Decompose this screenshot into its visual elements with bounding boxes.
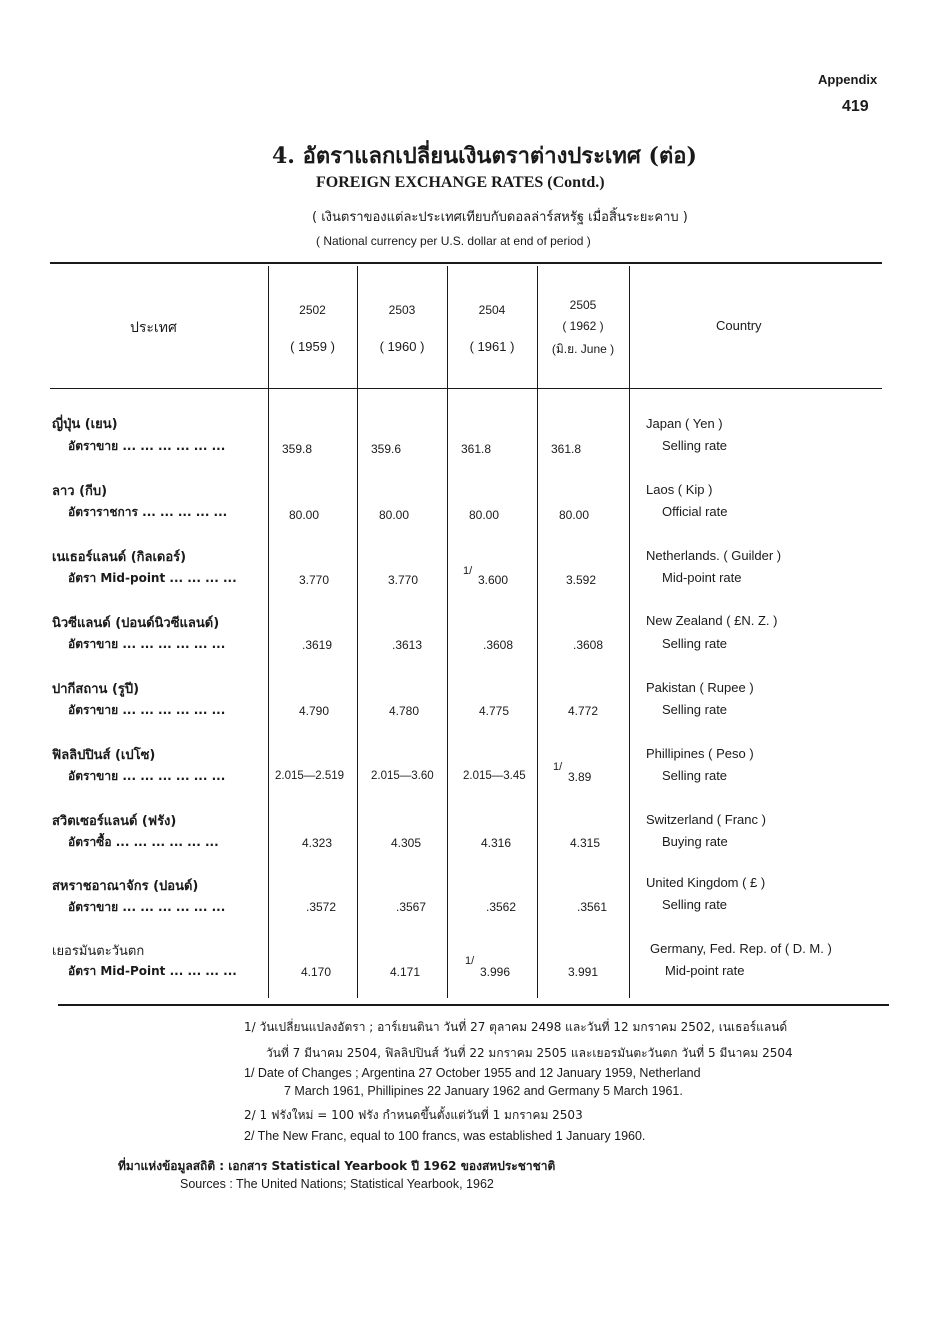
col-divider-2 xyxy=(357,266,358,998)
table-cell: .3613 xyxy=(392,638,423,652)
header-year-month: (มิ.ย. June ) xyxy=(551,342,615,356)
row-country-english: Germany, Fed. Rep. of ( D. M. ) xyxy=(650,941,832,956)
col-divider-1 xyxy=(268,266,269,998)
row-rate-thai: อัตรา Mid-point ... ... ... ... xyxy=(68,571,237,585)
table-cell: .3561 xyxy=(577,900,608,914)
footnote-mark-text: 1/ xyxy=(463,565,473,577)
table-cell: .3608 xyxy=(483,638,514,652)
source-english: Sources : The United Nations; Statistical Yearbook, 1962 xyxy=(180,1177,494,1191)
col-divider-5 xyxy=(629,266,630,998)
row-rate-english: Selling rate xyxy=(662,768,728,783)
row-country-english: Japan ( Yen ) xyxy=(646,416,723,431)
footnote-mark xyxy=(463,562,472,577)
col-divider-3 xyxy=(447,266,448,998)
row-country-thai: เนเธอร์แลนด์ (กิลเดอร์) xyxy=(52,550,187,565)
table-cell: .3567 xyxy=(396,900,427,914)
row-country-english: Pakistan ( Rupee ) xyxy=(646,680,754,695)
row-country-english: Laos ( Kip ) xyxy=(646,482,713,497)
table-bottom-rule xyxy=(58,1004,889,1006)
table-cell: 4.316 xyxy=(481,836,512,850)
header-year-ce: ( 1962 ) xyxy=(562,319,604,333)
footnote-mark xyxy=(553,759,562,773)
row-country-thai: ฟิลลิปปินส์ (เปโซ) xyxy=(52,748,156,763)
row-country-thai: ปากีสถาน (รูปี) xyxy=(52,682,140,697)
row-country-thai: เยอรมันตะวันตก xyxy=(52,944,145,959)
row-rate-thai: อัตราซื้อ ... ... ... ... ... ... xyxy=(68,835,219,849)
row-rate-english: Selling rate xyxy=(662,438,728,453)
table-cell: 3.600 xyxy=(478,573,509,587)
row-rate-english: Selling rate xyxy=(662,897,728,912)
table-cell: 4.171 xyxy=(390,965,421,979)
table-cell: 4.772 xyxy=(568,704,599,718)
row-country-thai: สวิตเซอร์แลนด์ (ฟรัง) xyxy=(52,814,177,829)
table-cell: 3.770 xyxy=(299,573,330,587)
header-year-ce: ( 1961 ) xyxy=(469,339,515,354)
table-cell: 2.015—3.60 xyxy=(371,770,434,782)
row-rate-english: Selling rate xyxy=(662,636,728,651)
row-rate-thai: อัตราขาย ... ... ... ... ... ... xyxy=(68,637,226,651)
header-year-be: 2504 xyxy=(478,303,506,317)
table-cell: 4.305 xyxy=(391,836,422,850)
table-cell: 4.323 xyxy=(302,836,333,850)
subtitle-english: ( National currency per U.S. dollar at end of period ) xyxy=(316,234,591,248)
table-cell: .3562 xyxy=(486,900,517,914)
table-cell: 80.00 xyxy=(379,508,410,522)
table-cell: 3.89 xyxy=(568,770,592,784)
subtitle-thai: ( เงินตราของแต่ละประเทศเทียบกับดอลล่าร์สหรัฐ เมื่อสิ้นระยะคาบ ) xyxy=(312,210,688,225)
footnote-2-thai: 2/ 1 ฟรังใหม่ = 100 ฟรัง กำหนดขึ้นตั้งแต่วันที่ 1 มกราคม 2503 xyxy=(244,1108,583,1122)
row-rate-english: Mid-point rate xyxy=(665,963,745,978)
row-country-thai: ญี่ปุ่น (เยน) xyxy=(52,417,118,432)
header-bottom-rule xyxy=(50,388,882,389)
header-year-ce: ( 1960 ) xyxy=(379,339,425,354)
row-rate-thai: อัตราขาย ... ... ... ... ... ... xyxy=(68,900,226,914)
table-top-rule xyxy=(50,262,882,264)
header-year-ce: ( 1959 ) xyxy=(290,339,335,354)
table-cell: 4.775 xyxy=(479,704,510,718)
table-cell: 3.996 xyxy=(480,965,511,979)
footnote-mark xyxy=(465,953,474,967)
row-country-english: United Kingdom ( £ ) xyxy=(646,875,766,890)
row-rate-thai: อัตราราชการ ... ... ... ... ... xyxy=(68,505,228,519)
row-country-english: Netherlands. ( Guilder ) xyxy=(646,548,782,563)
table-cell: 2.015—2.519 xyxy=(275,770,345,782)
row-country-thai: นิวซีแลนด์ (ปอนด์นิวซีแลนด์) xyxy=(52,616,220,631)
row-rate-english: Mid-point rate xyxy=(662,570,742,585)
table-cell: 80.00 xyxy=(469,508,500,522)
footnote-1-english-line2: 7 March 1961, Phillipines 22 January 1962 and Germany 5 March 1961. xyxy=(284,1084,683,1098)
footnote-1-english-line1: 1/ Date of Changes ; Argentina 27 October 1955 and 12 January 1959, Netherland xyxy=(244,1066,701,1080)
col-divider-4 xyxy=(537,266,538,998)
table-cell: 2.015—3.45 xyxy=(463,770,526,782)
header-year-be: 2505 xyxy=(569,298,597,312)
table-cell: .3608 xyxy=(573,638,604,652)
table-cell: 80.00 xyxy=(559,508,590,522)
table-cell: 361.8 xyxy=(551,442,582,456)
table-cell: 80.00 xyxy=(289,508,320,522)
page-number: 419 xyxy=(842,98,869,115)
table-cell: .3572 xyxy=(306,900,337,914)
table-cell: 3.770 xyxy=(388,573,419,587)
footnote-2-english: 2/ The New Franc, equal to 100 francs, was established 1 January 1960. xyxy=(244,1129,646,1143)
table-cell: 4.780 xyxy=(389,704,420,718)
footnote-mark-text: 1/ xyxy=(553,761,563,773)
table-cell: 4.170 xyxy=(301,965,332,979)
footnote-mark-text: 1/ xyxy=(465,955,475,967)
header-year-be: 2502 xyxy=(299,303,326,317)
row-rate-english: Official rate xyxy=(662,504,728,519)
row-country-english: Switzerland ( Franc ) xyxy=(646,812,766,827)
table-cell: 359.8 xyxy=(282,442,313,456)
footnote-1-thai-line2: วันที่ 7 มีนาคม 2504, ฟิลลิปปินส์ วันที่ 22 มกราคม 2505 และเยอรมันตะวันตก วันที่ 5 มีนาคม 2504 xyxy=(266,1046,793,1060)
row-rate-thai: อัตราขาย ... ... ... ... ... ... xyxy=(68,703,226,717)
row-country-thai: สหราชอาณาจักร (ปอนด์) xyxy=(52,879,199,894)
title-thai: 4. อัตราแลกเปลี่ยนเงินตราต่างประเทศ (ต่อ) xyxy=(272,143,697,169)
row-country-english: Phillipines ( Peso ) xyxy=(646,746,754,761)
title-english: FOREIGN EXCHANGE RATES (Contd.) xyxy=(316,174,605,191)
table-cell: 3.991 xyxy=(568,965,599,979)
table-cell: 4.315 xyxy=(570,836,601,850)
row-country-thai: ลาว (กีบ) xyxy=(52,484,108,499)
header-year-be: 2503 xyxy=(388,303,416,317)
appendix-label: Appendix xyxy=(818,72,878,87)
header-country-thai: ประเทศ xyxy=(130,320,177,336)
table-cell: 359.6 xyxy=(371,442,402,456)
header-country-english: Country xyxy=(716,318,762,333)
row-country-english: New Zealand ( £N. Z. ) xyxy=(646,613,778,628)
row-rate-thai: อัตรา Mid-Point ... ... ... ... xyxy=(68,964,237,978)
table-cell: 361.8 xyxy=(461,442,492,456)
row-rate-english: Buying rate xyxy=(662,834,728,849)
row-rate-thai: อัตราขาย ... ... ... ... ... ... xyxy=(68,439,226,453)
footnote-1-thai-line1: 1/ วันเปลี่ยนแปลงอัตรา ; อาร์เยนตินา วันที่ 27 ตุลาคม 2498 และวันที่ 12 มกราคม 2502, เนเธอร์แลนด์ xyxy=(244,1020,788,1034)
table-cell: 3.592 xyxy=(566,573,597,587)
row-rate-english: Selling rate xyxy=(662,702,728,717)
table-cell: 4.790 xyxy=(299,704,330,718)
source-thai: ที่มาแห่งข้อมูลสถิติ : เอกสาร Statistical Yearbook ปี 1962 ของสหประชาชาติ xyxy=(118,1159,556,1173)
table-cell: .3619 xyxy=(302,638,333,652)
row-rate-thai: อัตราขาย ... ... ... ... ... ... xyxy=(68,769,226,783)
